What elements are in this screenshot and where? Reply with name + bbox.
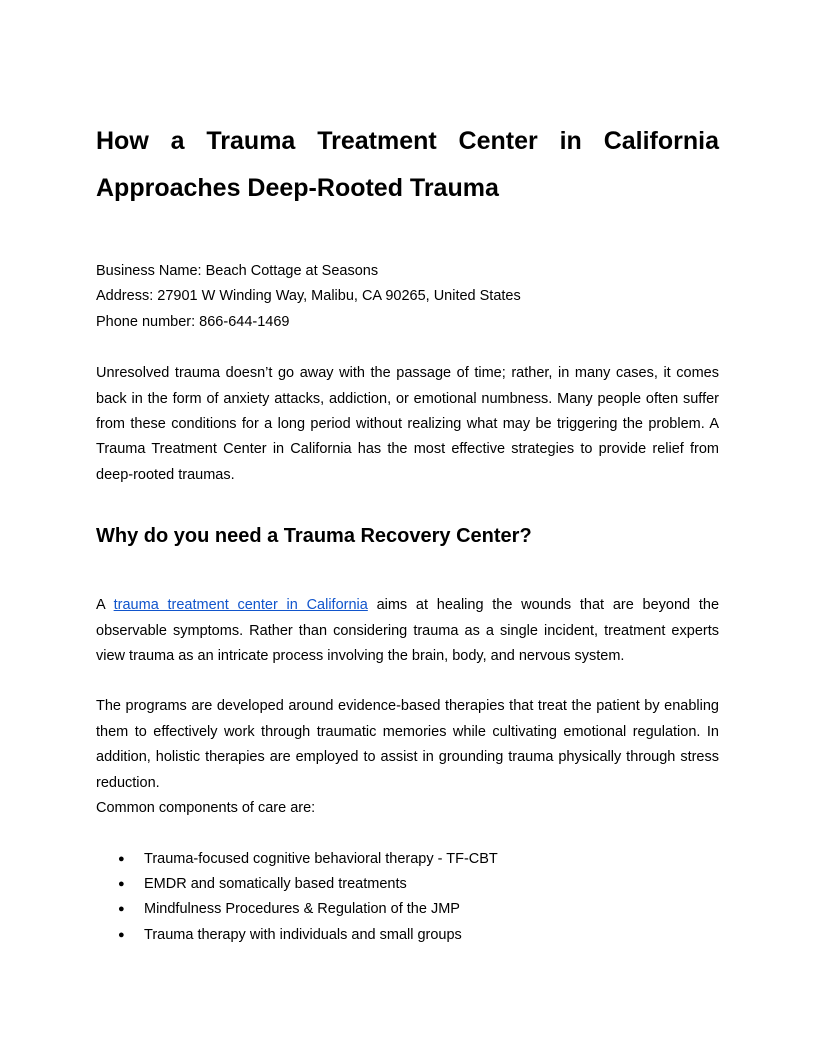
list-item-text: EMDR and somatically based treatments [144, 875, 407, 892]
business-name: Business Name: Beach Cottage at Seasons [96, 263, 379, 279]
business-address: Address: 27901 W Winding Way, Malibu, CA 90265, United States [96, 288, 521, 305]
list-item-text: Mindfulness Procedures & Regulation of the JMP [144, 901, 460, 918]
bullet-icon: ● [118, 903, 125, 916]
section-paragraph-1 [96, 593, 719, 669]
list-item-text: Trauma therapy with individuals and small groups [144, 926, 462, 943]
bullet-icon: ● [118, 877, 125, 890]
trauma-center-link[interactable]: trauma treatment center in California [113, 597, 368, 614]
list-item [96, 872, 719, 897]
section-heading: Why do you need a Trauma Recovery Center? [96, 525, 532, 548]
care-components-list [96, 847, 719, 949]
business-info [96, 259, 719, 335]
list-item [96, 923, 719, 948]
section-paragraph-2: The programs are developed around evidence-based therapies that treat the patient by enabling them to effectively work through traumatic memories while cultivating emotional regulation. In addition, holistic therapies are employed to assist in grounding trauma physically through stress reduction. [96, 698, 719, 791]
page-title: How a Trauma Treatment Center in California Approaches Deep-Rooted Trauma [96, 127, 719, 202]
document-page [96, 118, 719, 948]
intro-paragraph: Unresolved trauma doesn’t go away with the passage of time; rather, in many cases, it comes back in the form of anxiety attacks, addiction, or emotional numbness. Many people often suffer from these conditions for a long period without realizing what may be triggering the problem. A Trauma Treatment Center in California has the most effective strategies to provide relief from deep-rooted traumas. [96, 365, 719, 483]
paragraph-prefix: A [96, 597, 114, 614]
list-item [96, 897, 719, 922]
list-item [96, 847, 719, 872]
business-phone: Phone number: 866-644-1469 [96, 313, 290, 330]
bullet-icon: ● [118, 928, 125, 941]
bullet-icon: ● [118, 852, 125, 865]
paragraph-suffix: aims at healing the wounds that are beyond the observable symptoms. Rather than considering trauma as a single incident, treatment experts view trauma as an intricate process involving the brain, body, and nervous system. [96, 597, 720, 665]
list-item-text: Trauma-focused cognitive behavioral therapy - TF-CBT [144, 850, 498, 867]
section-paragraph-3: Common components of care are: [96, 800, 316, 817]
